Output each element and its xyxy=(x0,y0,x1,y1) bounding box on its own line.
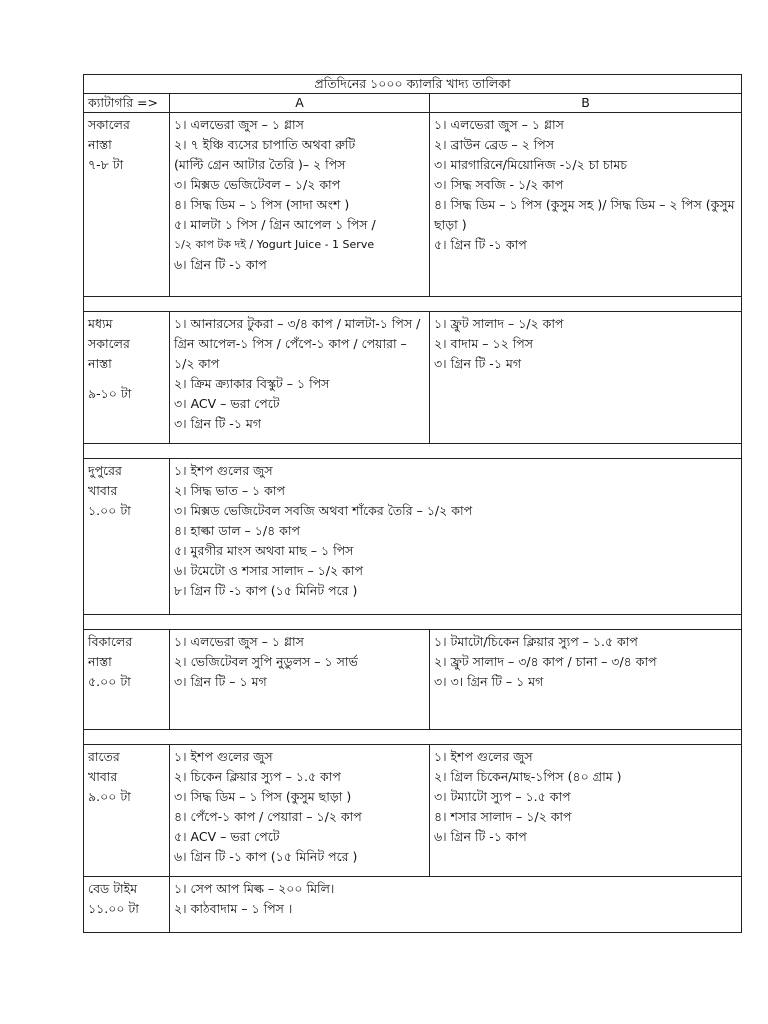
spacer-row xyxy=(84,615,742,630)
meal-category xyxy=(84,312,170,444)
combined-option-cell xyxy=(170,459,742,615)
list-item: ৫। ACV – ভরা পেটে xyxy=(174,829,280,844)
list-item: (মাল্টি গ্রেন আটার তৈরি )– ২ পিস xyxy=(174,157,346,172)
list-item: ৫। মালটা ১ পিস / গ্রিন আপেল ১ পিস / xyxy=(174,217,376,232)
list-item: ৩। মিক্সড ভেজিটেবল – ১/২ কাপ xyxy=(174,177,341,192)
list-item: ২। ফ্রুট সালাদ – ৩/৪ কাপ / চানা – ৩/৪ কাপ xyxy=(434,654,657,669)
meal-time: ১১.০০ টা xyxy=(88,901,139,916)
column-a-header: A xyxy=(170,94,430,113)
combined-option-cell xyxy=(170,877,742,933)
meal-category xyxy=(84,113,170,297)
list-item: ১। এলভেরা জুস – ১ গ্লাস xyxy=(434,117,564,132)
list-item: ৪। সিদ্ধ ডিম – ১ পিস (সাদা অংশ ) xyxy=(174,197,350,212)
meal-time: ৯.০০ টা xyxy=(88,789,131,804)
list-item: ২। চিকেন ক্লিয়ার স্যুপ – ১.৫ কাপ xyxy=(174,769,341,784)
category-line: বেড টাইম xyxy=(88,881,138,896)
meal-row-afternoon xyxy=(84,630,742,730)
list-item: ৩। গ্রিন টি – ১ মগ xyxy=(174,674,267,689)
category-line: রাতের xyxy=(88,749,120,764)
list-item: ২। ৭ ইঞ্চি ব্যসের চাপাতি অথবা রুটি xyxy=(174,137,356,152)
option-b-cell xyxy=(430,745,742,877)
list-item: ৩। মারগারিনে/মিয়োনিজ -১/২ চা চামচ xyxy=(434,157,628,172)
list-item: ১। ইশপ গুলের জুস xyxy=(174,463,273,478)
list-item: ৩। ACV – ভরা পেটে xyxy=(174,396,280,411)
list-item: ৫। মুরগীর মাংস অথবা মাছ – ১ পিস xyxy=(174,543,354,558)
list-item: ৬। টমেটো ও শসার সালাদ – ১/২ কাপ xyxy=(174,563,363,578)
diet-table xyxy=(83,74,742,933)
category-line: নাস্তা xyxy=(88,356,112,371)
column-b-header: B xyxy=(430,94,742,113)
list-item: ২। ক্রিম ক্র্যাকার বিস্কুট – ১ পিস xyxy=(174,376,330,391)
category-line: মধ্যম xyxy=(88,316,113,331)
option-a-cell xyxy=(170,113,430,297)
list-item: ১। ফ্রুট সালাদ – ১/২ কাপ xyxy=(434,316,564,331)
list-item: ২। ব্রাউন ব্রেড – ২ পিস xyxy=(434,137,555,152)
list-item: ৮। গ্রিন টি -১ কাপ (১৫ মিনিট পরে ) xyxy=(174,583,358,598)
meal-category xyxy=(84,459,170,615)
list-item: ২। ভেজিটেবল সুপি নুডুলস – ১ সার্ভ xyxy=(174,654,358,669)
category-line: বিকালের xyxy=(88,634,133,649)
option-a-cell xyxy=(170,630,430,730)
spacer-row xyxy=(84,297,742,312)
list-item: ১। সেপ আপ মিল্ক – ২০০ মিলি। xyxy=(174,881,335,896)
list-item: ৩। গ্রিন টি -১ মগ xyxy=(434,356,522,371)
category-line: নাস্তা xyxy=(88,654,112,669)
title-row xyxy=(84,75,742,94)
meal-row-bedtime xyxy=(84,877,742,933)
list-item: ১। টমাটো/চিকেন ক্লিয়ার স্যুপ – ১.৫ কাপ xyxy=(434,634,638,649)
meal-time: ৫.০০ টা xyxy=(88,674,131,689)
list-item: ২। বাদাম – ১২ পিস xyxy=(434,336,534,351)
option-b-cell xyxy=(430,312,742,444)
list-item: ৪। সিদ্ধ ডিম – ১ পিস (কুসুম সহ )/ সিদ্ধ ডিম – ২ পিস (কুসুম ছাড়া ) xyxy=(434,197,735,232)
category-line: সকালের xyxy=(88,336,130,351)
category-line: দুপুরের xyxy=(88,463,122,478)
meal-category xyxy=(84,745,170,877)
list-item: ৪। হাল্কা ডাল – ১/৪ কাপ xyxy=(174,523,301,538)
meal-row-breakfast xyxy=(84,113,742,297)
option-a-cell xyxy=(170,312,430,444)
list-item: ৩। গ্রিন টি -১ মগ xyxy=(174,416,262,431)
list-item: ১। এলভেরা জুস – ১ গ্লাস xyxy=(174,117,304,132)
category-line: খাবার xyxy=(88,483,118,498)
meal-category xyxy=(84,877,170,933)
meal-row-dinner xyxy=(84,745,742,877)
spacer-row xyxy=(84,444,742,459)
list-item: ১। ইশপ গুলের জুস xyxy=(434,749,533,764)
list-item: ২। সিদ্ধ ভাত – ১ কাপ xyxy=(174,483,286,498)
category-header: ক্যাটাগরি => xyxy=(84,94,170,113)
spacer-row xyxy=(84,730,742,745)
table-title: প্রতিদিনের ১০০০ ক্যালরি খাদ্য তালিকা xyxy=(84,75,742,94)
list-item: ১। এলভেরা জুস – ১ গ্লাস xyxy=(174,634,304,649)
list-item: ৬। গ্রিন টি -১ কাপ (১৫ মিনিট পরে ) xyxy=(174,849,358,864)
meal-row-mid-morning xyxy=(84,312,742,444)
diet-chart xyxy=(83,74,741,933)
list-item: ১। ইশপ গুলের জুস xyxy=(174,749,273,764)
meal-row-lunch xyxy=(84,459,742,615)
list-item: ১। আনারসের টুকরা – ৩/৪ কাপ / মালটা-১ পিস / গ্রিন আপেল-১ পিস / পেঁপে-১ কাপ / পেয়ারা – ১/২ কাপ xyxy=(174,316,421,371)
option-b-cell xyxy=(430,630,742,730)
category-line: খাবার xyxy=(88,769,118,784)
list-item: ৩। টম্যাটো স্যুপ – ১.৫ কাপ xyxy=(434,789,571,804)
header-row xyxy=(84,94,742,113)
list-item: ৩। মিক্সড ভেজিটেবল সবজি অথবা শাঁকের তৈরি – ১/২ কাপ xyxy=(174,503,473,518)
list-item: ২। কাঠবাদাম – ১ পিস । xyxy=(174,901,293,916)
list-item: ৬। গ্রিন টি -১ কাপ xyxy=(434,829,527,844)
meal-time: ১.০০ টা xyxy=(88,503,131,518)
meal-time: ৭-৮ টা xyxy=(88,157,124,172)
list-item: ১/২ কাপ টক দই / Yogurt Juice - 1 Serve xyxy=(174,238,375,251)
option-b-cell xyxy=(430,113,742,297)
meal-time: ৯-১০ টা xyxy=(88,386,132,401)
list-item: ৫। গ্রিন টি -১ কাপ xyxy=(434,237,527,252)
meal-category xyxy=(84,630,170,730)
list-item: ৪। পেঁপে-১ কাপ / পেয়ারা – ১/২ কাপ xyxy=(174,809,362,824)
list-item: ৩। ৩। গ্রিন টি – ১ মগ xyxy=(434,674,544,689)
category-line: সকালের xyxy=(88,117,130,132)
list-item: ৬। গ্রিন টি -১ কাপ xyxy=(174,257,267,272)
list-item: ২। গ্রিল চিকেন/মাছ-১পিস (৪০ গ্রাম ) xyxy=(434,769,622,784)
list-item: ৪। শসার সালাদ – ১/২ কাপ xyxy=(434,809,572,824)
list-item: ৩। সিদ্ধ সবজি - ১/২ কাপ xyxy=(434,177,564,192)
list-item: ৩। সিদ্ধ ডিম – ১ পিস (কুসুম ছাড়া ) xyxy=(174,789,352,804)
option-a-cell xyxy=(170,745,430,877)
category-line: নাস্তা xyxy=(88,137,112,152)
